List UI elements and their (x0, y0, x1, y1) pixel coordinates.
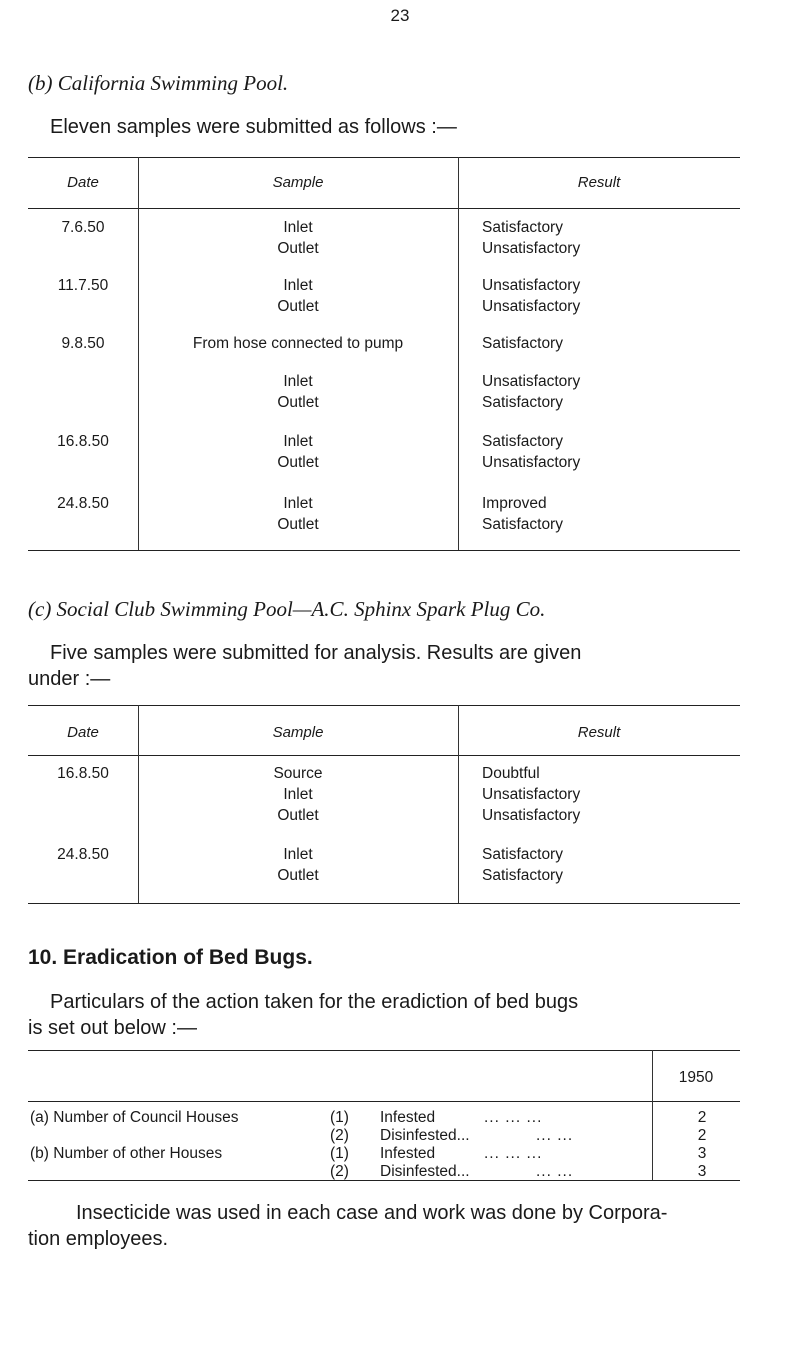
table-10-leader-dots: ... ... ... (484, 1109, 543, 1126)
table-10-value: 3 (697, 1163, 707, 1180)
closing-line1: Insecticide was used in each case and work was done by Corpora- (76, 1202, 668, 1224)
table-b-date: 9.8.50 (61, 335, 105, 352)
section-c-title: (c) Social Club Swimming Pool—A.C. Sphinx Spark Plug Co. (28, 597, 546, 621)
section-10-title: 10. Eradication of Bed Bugs. (28, 946, 313, 969)
table-c-result: Doubtful (482, 765, 540, 782)
table-10-value: 3 (697, 1145, 707, 1162)
table-b-result: Unsatisfactory (482, 240, 581, 257)
table-c-bottom-rule (28, 903, 740, 904)
table-b-sample: Outlet (277, 240, 319, 257)
table-10-leader-dots: ... ... (536, 1163, 574, 1180)
table-b-sample: Outlet (277, 394, 319, 411)
table-10-category: (a) Number of Council Houses (30, 1109, 239, 1126)
table-b-date: 16.8.50 (57, 433, 109, 450)
section-10-intro-line1: Particulars of the action taken for the eradiction of bed bugs (50, 991, 579, 1013)
table-10-num: (1) (330, 1145, 349, 1162)
section-c-intro-line1: Five samples were submitted for analysis. Results are given (50, 642, 582, 664)
table-b-result: Satisfactory (482, 516, 563, 533)
table-b-result: Satisfactory (482, 335, 563, 352)
table-b-result: Improved (482, 495, 547, 512)
table-b-header-result: Result (577, 174, 621, 191)
closing-line2: tion employees. (28, 1228, 169, 1250)
section-10-intro-line2: is set out below :— (28, 1017, 197, 1039)
table-10-num: (2) (330, 1127, 349, 1144)
table-b-sample: Inlet (283, 277, 313, 294)
table-c-header-sample: Sample (272, 724, 324, 741)
table-c-date: 24.8.50 (57, 846, 109, 863)
table-10-action: Infested (380, 1145, 436, 1162)
table-b-bottom-rule (28, 550, 740, 551)
table-10-leader-dots: ... ... ... (484, 1145, 543, 1162)
section-b-title: (b) California Swimming Pool. (28, 71, 289, 95)
table-b-sample: Inlet (283, 219, 313, 236)
table-b-sample: Outlet (277, 516, 319, 533)
table-10-value: 2 (697, 1127, 707, 1144)
table-b-header-sample: Sample (272, 174, 324, 191)
table-10-leader-dots: ... ... (536, 1127, 574, 1144)
table-b-result: Satisfactory (482, 219, 563, 236)
table-c-sample: Outlet (277, 807, 319, 824)
table-c-result: Unsatisfactory (482, 807, 581, 824)
table-b-date: 7.6.50 (61, 219, 105, 236)
table-c-header-result: Result (577, 724, 621, 741)
table-b-sample: Outlet (277, 298, 319, 315)
table-b-sample: Inlet (283, 495, 313, 512)
table-b-divider-2 (458, 157, 459, 550)
table-b-result: Satisfactory (482, 394, 563, 411)
table-10-category: (b) Number of other Houses (30, 1145, 223, 1162)
table-b-result: Unsatisfactory (482, 277, 581, 294)
table-10-action: Infested (380, 1109, 436, 1126)
table-c-result: Unsatisfactory (482, 786, 581, 803)
table-b-sample: Inlet (283, 433, 313, 450)
table-c-sample: Inlet (283, 786, 313, 803)
table-b-header-rule (28, 208, 740, 209)
section-b-intro: Eleven samples were submitted as follows :— (50, 116, 457, 138)
table-b-result: Unsatisfactory (482, 373, 581, 390)
table-b-result: Unsatisfactory (482, 298, 581, 315)
table-c-sample: Source (273, 765, 323, 782)
table-b-top-rule (28, 157, 740, 158)
table-b-date: 24.8.50 (57, 495, 109, 512)
table-10-top-rule (28, 1050, 740, 1051)
table-b-sample: From hose connected to pump (192, 335, 404, 352)
table-c-result: Satisfactory (482, 867, 563, 884)
table-c-result: Satisfactory (482, 846, 563, 863)
table-c-top-rule (28, 705, 740, 706)
table-b-result: Unsatisfactory (482, 454, 581, 471)
page-number: 23 (390, 6, 410, 25)
table-10-action: Disinfested... (380, 1127, 470, 1144)
table-b-result: Satisfactory (482, 433, 563, 450)
table-c-header-rule (28, 755, 740, 756)
section-c-intro-line2: under :— (28, 668, 111, 690)
table-b-date: 11.7.50 (57, 277, 109, 294)
table-10-num: (2) (330, 1163, 349, 1180)
table-10-header-rule (28, 1101, 740, 1102)
table-c-sample: Outlet (277, 867, 319, 884)
table-c-date: 16.8.50 (57, 765, 109, 782)
table-b-header-date: Date (67, 174, 99, 191)
table-c-header-date: Date (67, 724, 99, 741)
table-b-sample: Outlet (277, 454, 319, 471)
table-10-year-header: 1950 (678, 1069, 714, 1086)
table-10-action: Disinfested... (380, 1163, 470, 1180)
table-10-value: 2 (697, 1109, 707, 1126)
table-10-num: (1) (330, 1109, 349, 1126)
table-c-sample: Inlet (283, 846, 313, 863)
table-b-sample: Inlet (283, 373, 313, 390)
